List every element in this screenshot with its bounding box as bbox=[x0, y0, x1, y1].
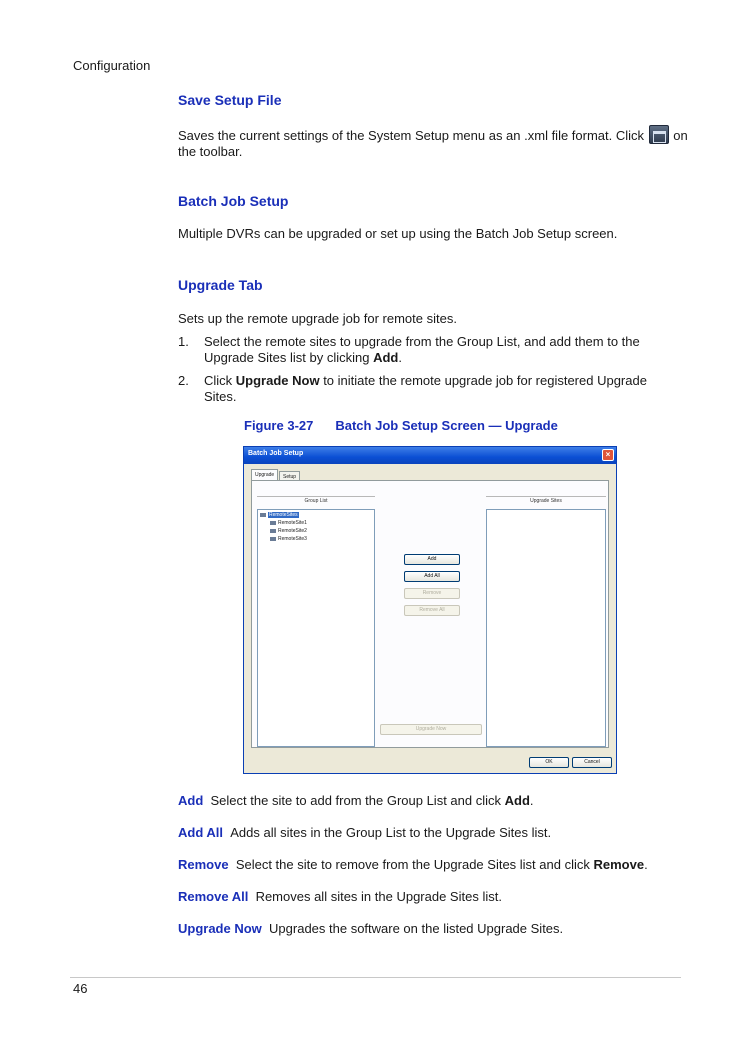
page-number: 46 bbox=[73, 981, 88, 996]
dvr-icon bbox=[270, 521, 276, 525]
batch-job-dialog bbox=[243, 446, 617, 774]
step-1-number: 1. bbox=[178, 334, 189, 349]
step-1-line2: Upgrade Sites list by clicking bbox=[204, 350, 374, 365]
tree-item-label: RemoteSite1 bbox=[278, 520, 307, 526]
step-1-line1: Select the remote sites to upgrade from the Group List, and add them to the bbox=[204, 334, 640, 349]
close-icon[interactable]: × bbox=[602, 449, 614, 461]
step-2-line1: to initiate the remote upgrade job for registered Upgrade bbox=[319, 373, 647, 388]
tree-item-label: RemoteSite2 bbox=[278, 528, 307, 534]
definition-remove-all bbox=[178, 889, 698, 905]
step-2-bold: Upgrade Now bbox=[235, 373, 320, 388]
footer-divider bbox=[70, 977, 681, 978]
remove-button[interactable]: Remove bbox=[404, 588, 460, 599]
dialog-title: Batch Job Setup bbox=[248, 450, 304, 457]
figure-number: Figure 3-27 bbox=[244, 418, 314, 433]
folder-icon bbox=[260, 513, 266, 517]
upgrade-tab-intro: Sets up the remote upgrade job for remote sites. bbox=[178, 311, 457, 326]
save-setup-text-line1: Saves the current settings of the System Setup menu as an .xml file format. Click bbox=[178, 128, 645, 143]
step-2-line2: Sites. bbox=[204, 389, 237, 404]
cancel-button[interactable]: Cancel bbox=[572, 757, 612, 768]
definition-desc: Select the site to add from the Group List and click bbox=[210, 793, 505, 808]
step-1-text bbox=[204, 334, 674, 366]
definition-term: Add bbox=[178, 793, 204, 808]
definition-desc: Removes all sites in the Upgrade Sites list. bbox=[255, 889, 502, 904]
definition-term: Remove bbox=[178, 857, 229, 872]
tree-item[interactable] bbox=[270, 528, 307, 534]
step-1-bold: Add bbox=[373, 350, 399, 365]
definition-desc: Select the site to remove from the Upgrade Sites list and click bbox=[235, 857, 594, 872]
tree-item-label: RemoteSite3 bbox=[278, 536, 307, 542]
batch-job-text: Multiple DVRs can be upgraded or set up using the Batch Job Setup screen. bbox=[178, 226, 618, 241]
ok-button[interactable]: OK bbox=[529, 757, 569, 768]
upgrade-sites-box[interactable] bbox=[486, 509, 606, 747]
step-2-number: 2. bbox=[178, 373, 189, 388]
definition-desc: Upgrades the software on the listed Upgrade Sites. bbox=[269, 921, 564, 936]
definition-add-all bbox=[178, 825, 698, 841]
remove-all-button[interactable]: Remove All bbox=[404, 605, 460, 616]
batch-job-heading: Batch Job Setup bbox=[178, 193, 289, 209]
step-2-text bbox=[204, 373, 674, 405]
definition-term: Remove All bbox=[178, 889, 249, 904]
tab-upgrade[interactable]: Upgrade bbox=[251, 469, 278, 481]
group-list-header: Group List bbox=[257, 496, 375, 504]
step-1-period: . bbox=[398, 350, 402, 365]
definition-add bbox=[178, 793, 698, 809]
add-button[interactable]: Add bbox=[404, 554, 460, 565]
definition-period: . bbox=[529, 793, 534, 808]
tree-root[interactable] bbox=[260, 512, 299, 518]
upgrade-panel bbox=[251, 480, 609, 748]
tree-item[interactable] bbox=[270, 536, 307, 542]
upgrade-tab-heading: Upgrade Tab bbox=[178, 277, 263, 293]
definition-period: . bbox=[644, 857, 648, 872]
figure-caption bbox=[244, 418, 558, 433]
save-setup-text-line2: the toolbar. bbox=[178, 144, 243, 159]
definition-bold: Add bbox=[504, 793, 530, 808]
figure-title: Batch Job Setup Screen — Upgrade bbox=[335, 418, 558, 433]
tree-root-label: RemoteSites bbox=[269, 512, 298, 518]
tree-item[interactable] bbox=[270, 520, 307, 526]
definition-upgrade-now bbox=[178, 921, 698, 937]
definition-remove bbox=[178, 857, 698, 873]
dialog-titlebar bbox=[244, 447, 616, 464]
upgrade-sites-header: Upgrade Sites bbox=[486, 496, 606, 504]
running-header: Configuration bbox=[73, 58, 151, 73]
save-setup-heading: Save Setup File bbox=[178, 92, 282, 108]
save-setup-text bbox=[178, 125, 698, 160]
upgrade-now-button[interactable]: Upgrade Now bbox=[380, 724, 482, 735]
save-setup-toolbar-icon bbox=[649, 125, 669, 144]
definition-desc: Adds all sites in the Group List to the Upgrade Sites list. bbox=[230, 825, 552, 840]
dvr-icon bbox=[270, 529, 276, 533]
definition-bold: Remove bbox=[593, 857, 645, 872]
definition-term: Upgrade Now bbox=[178, 921, 262, 936]
group-list-box[interactable] bbox=[257, 509, 375, 747]
definition-term: Add All bbox=[178, 825, 224, 840]
step-2-pre: Click bbox=[204, 373, 236, 388]
save-setup-text-on: on bbox=[673, 128, 688, 143]
add-all-button[interactable]: Add All bbox=[404, 571, 460, 582]
dvr-icon bbox=[270, 537, 276, 541]
tab-setup[interactable]: Setup bbox=[279, 471, 300, 481]
